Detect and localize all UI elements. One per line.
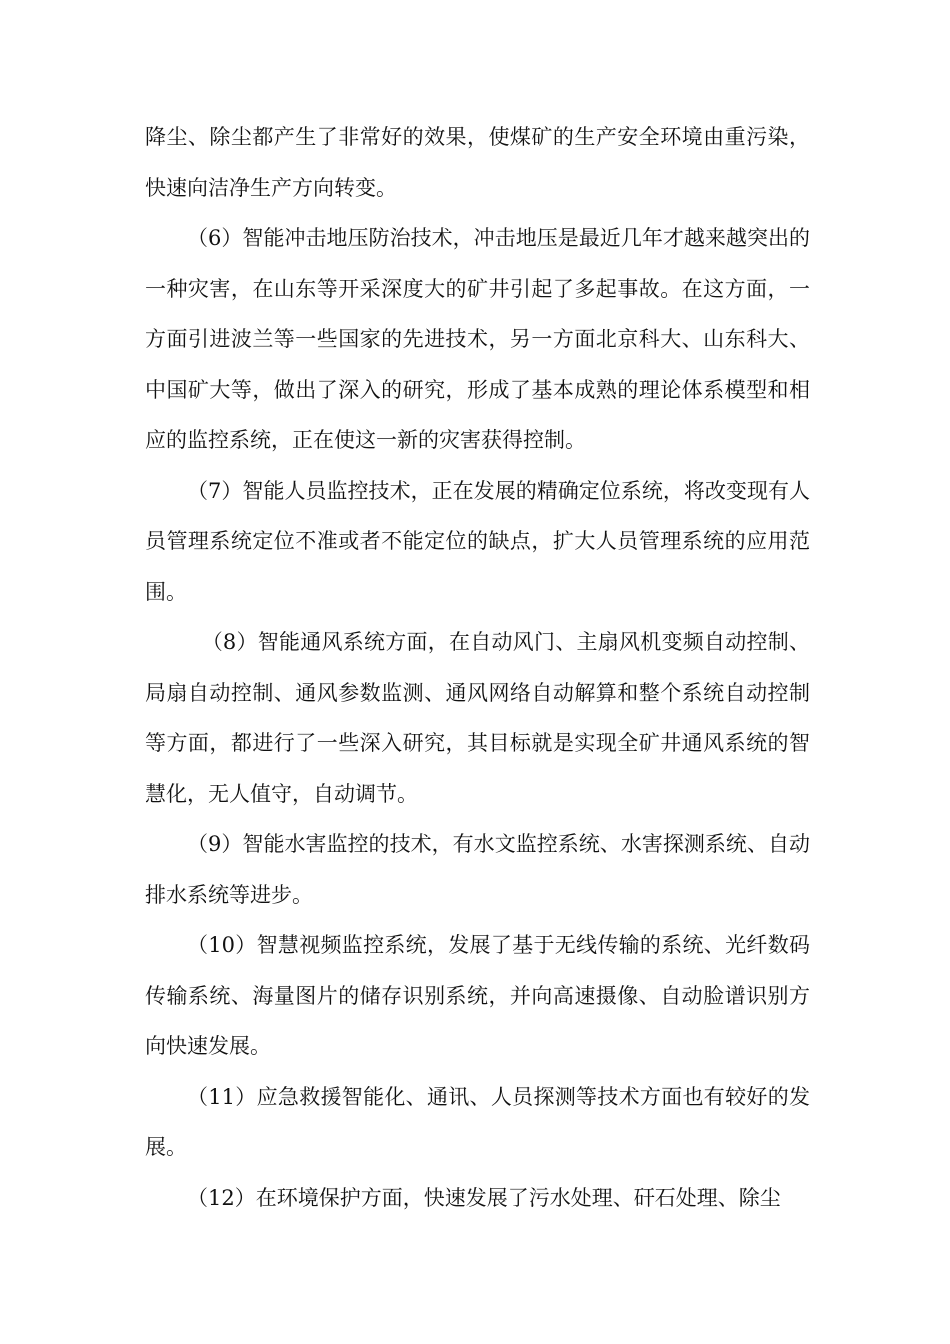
- paragraph-item-10: （10）智慧视频监控系统，发展了基于无线传输的系统、光纤数码传输系统、海量图片的储存识别系统，并向高速摄像、自动脸谱识别方向快速发展。: [145, 933, 810, 1058]
- paragraph-item-7: （7）智能人员监控技术，正在发展的精确定位系统，将改变现有人员管理系统定位不准或者不能定位的缺点，扩大人员管理系统的应用范围。: [145, 478, 810, 604]
- paragraph-item-8: （8）智能通风系统方面，在自动风门、主扇风机变频自动控制、局扇自动控制、通风参数监测、通风网络自动解算和整个系统自动控制等方面，都进行了一些深入研究，其目标就是实现全矿井通风系统的智慧化，无人值守，自动调节。: [145, 630, 810, 806]
- paragraph-item-12: （12）在环境保护方面，快速发展了污水处理、矸石处理、除尘: [187, 1185, 781, 1210]
- paragraph-item-6: （6）智能冲击地压防治技术，冲击地压是最近几年才越来越突出的一种灾害，在山东等开采深度大的矿井引起了多起事故。在这方面，一方面引进波兰等一些国家的先进技术，另一方面北京科大、山东科大、中国矿大等，做出了深入的研究，形成了基本成熟的理论体系模型和相应的监控系统，正在使这一新的灾害获得控制。: [145, 226, 810, 452]
- paragraph-continuation: 降尘、除尘都产生了非常好的效果，使煤矿的生产安全环境由重污染，快速向洁净生产方向转变。: [145, 125, 810, 200]
- paragraph-item-11: （11）应急救援智能化、通讯、人员探测等技术方面也有较好的发展。: [145, 1084, 810, 1159]
- paragraph-item-9: （9）智能水害监控的技术，有水文监控系统、水害探测系统、自动排水系统等进步。: [145, 832, 810, 907]
- document-body: [145, 112, 810, 1223]
